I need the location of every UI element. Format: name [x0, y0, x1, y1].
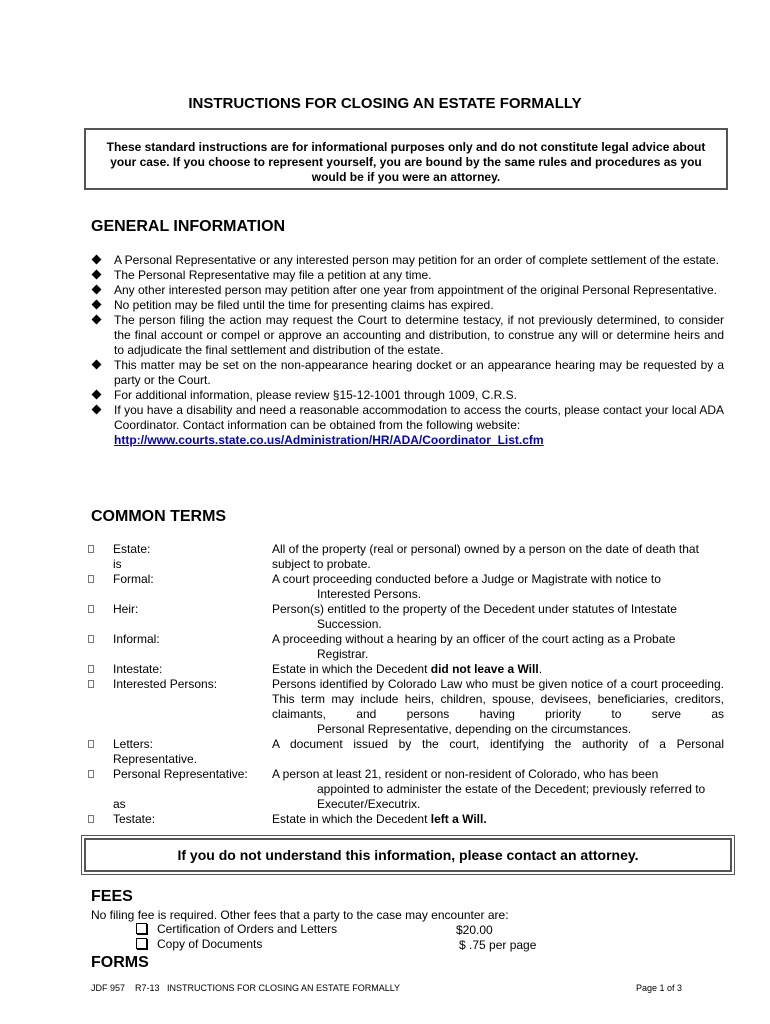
checkbox-glyph-icon — [88, 545, 94, 553]
common-terms-heading: COMMON TERMS — [91, 508, 227, 525]
fee-value: $20.00 — [456, 923, 493, 937]
diamond-bullet-icon — [92, 255, 102, 265]
term-estate: Estate: All of the property (real or personal) owned by a person on the date of death that is subject to probate. — [91, 542, 724, 572]
footer-page-number: Page 1 of 3 — [636, 983, 683, 993]
diamond-bullet-icon — [92, 390, 102, 400]
list-item: Any other interested person may petition after one year from appointment of the original Personal Representative. — [91, 283, 724, 298]
term-personal-representative: Personal Representative: A person at least 21, resident or non-resident of Colorado, who has been appointed to administer the estate of the Decedent; previously referred to as Executer/Executrix. — [91, 767, 724, 812]
fee-item: Copy of Documents — [136, 937, 262, 951]
checkbox-glyph-icon — [88, 665, 94, 673]
fee-value: $ .75 per page — [459, 938, 537, 952]
list-item: This matter may be set on the non-appearance hearing docket or an appearance hearing may be requested by a party or the Court. — [91, 358, 724, 388]
common-terms-list — [91, 542, 724, 827]
disclaimer-box: These standard instructions are for informational purposes only and do not constitute legal advice about your case. If you choose to represent yourself, you are bound by the same rules and procedures as you would be if you were an attorney. — [84, 128, 728, 190]
checkbox-glyph-icon — [88, 770, 94, 778]
term-formal: Formal: A court proceeding conducted before a Judge or Magistrate with notice to Interested Persons. — [91, 572, 724, 602]
list-item: No petition may be filed until the time for presenting claims has expired. — [91, 298, 724, 313]
general-info-heading: GENERAL INFORMATION — [91, 218, 286, 235]
diamond-bullet-icon — [92, 270, 102, 280]
term-interested-persons: Interested Persons: Persons identified by Colorado Law who must be given notice of a court proceeding. This term may include heirs, children, spouse, devisees, beneficiaries, creditors, claimants, and persons having priority to serve as Personal Representative, depending on the circumstances. — [91, 677, 724, 737]
term-heir: Heir: Person(s) entitled to the property of the Decedent under statutes of Intestate Succession. — [91, 602, 724, 632]
checkbox-icon — [136, 923, 147, 934]
checkbox-glyph-icon — [88, 740, 94, 748]
fees-text: No filing fee is required. Other fees that a party to the case may encounter are: — [91, 908, 509, 922]
term-intestate: Intestate: Estate in which the Decedent did not leave a Will. — [91, 662, 724, 677]
diamond-bullet-icon — [92, 315, 102, 325]
checkbox-glyph-icon — [88, 815, 94, 823]
term-letters: Letters: A document issued by the court, identifying the authority of a Personal Representative. — [91, 737, 724, 767]
diamond-bullet-icon — [92, 405, 102, 415]
list-item: The Personal Representative may file a petition at any time. — [91, 268, 724, 283]
fees-heading: FEES — [91, 888, 133, 905]
list-item: The person filing the action may request the Court to determine testacy, if not previously determined, to consider the final account or compel or approve an accounting and distribution, to construe any will or determine heirs and to adjudicate the final settlement and distribution of the estate. — [91, 313, 724, 358]
general-info-list — [91, 253, 724, 448]
diamond-bullet-icon — [92, 360, 102, 370]
checkbox-glyph-icon — [88, 680, 94, 688]
page-title: INSTRUCTIONS FOR CLOSING AN ESTATE FORMALLY — [188, 95, 582, 112]
checkbox-glyph-icon — [88, 575, 94, 583]
checkbox-glyph-icon — [88, 605, 94, 613]
list-item: A Personal Representative or any interested person may petition for an order of complete settlement of the estate. — [91, 253, 724, 268]
list-item: For additional information, please review §15-12-1001 through 1009, C.R.S. — [91, 388, 724, 403]
term-informal: Informal: A proceeding without a hearing by an officer of the court acting as a Probate Registrar. — [91, 632, 724, 662]
footer-form-id: JDF 957 R7-13 INSTRUCTIONS FOR CLOSING AN ESTATE FORMALLY — [91, 983, 401, 993]
list-item: If you have a disability and need a reasonable accommodation to access the courts, please contact your local ADA Coordinator. Contact information can be obtained from the following website: http://www.courts.state.co.us/Administration/HR/ADA/Coordinator_List.cfm — [91, 403, 724, 448]
checkbox-icon — [136, 938, 147, 949]
forms-heading: FORMS — [91, 954, 149, 971]
fee-item: Certification of Orders and Letters — [136, 922, 337, 936]
checkbox-glyph-icon — [88, 635, 94, 643]
attorney-callout: If you do not understand this information, please contact an attorney. — [84, 838, 732, 872]
diamond-bullet-icon — [92, 285, 102, 295]
diamond-bullet-icon — [92, 300, 102, 310]
ada-coordinator-link[interactable]: http://www.courts.state.co.us/Administration/HR/ADA/Coordinator_List.cfm — [114, 433, 544, 447]
term-testate: Testate: Estate in which the Decedent left a Will. — [91, 812, 724, 827]
